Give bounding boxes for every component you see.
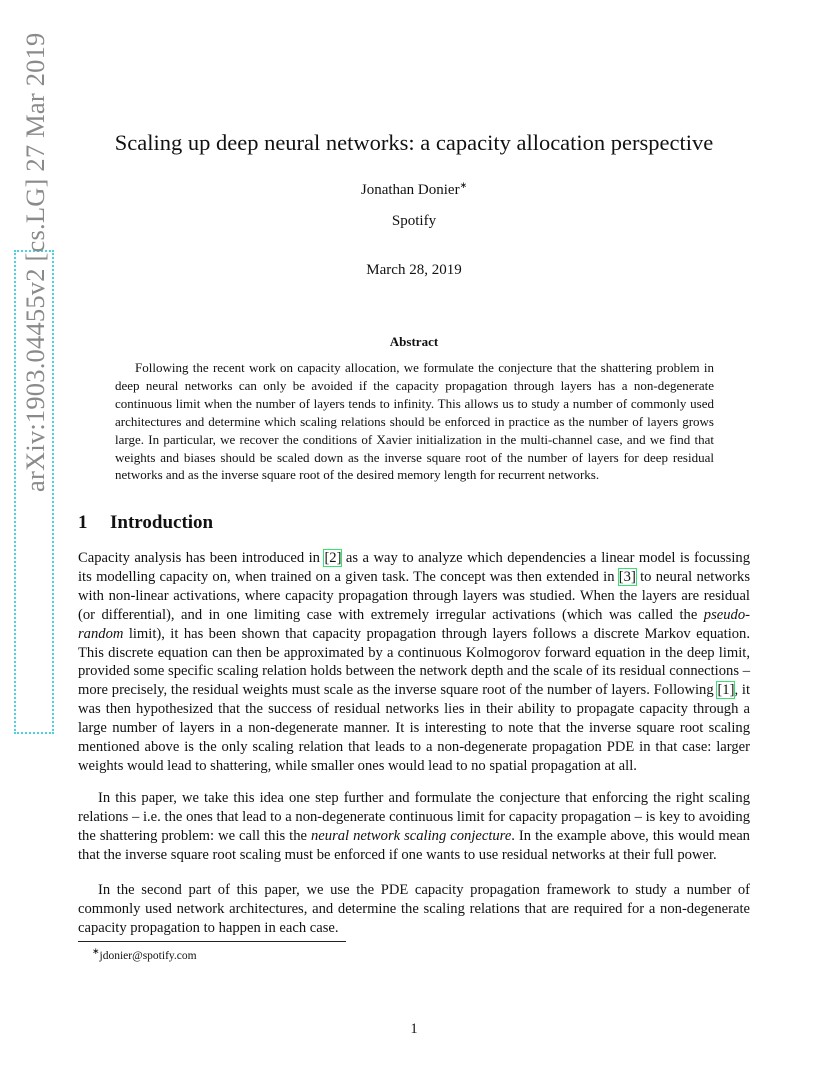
emphasis-pseudo-random: pseudo-random <box>78 606 750 642</box>
abstract-text: Following the recent work on capacity allocation, we formulate the conjecture that the shattering problem in deep neural networks can only be avoided if the capacity propagation through layers has a non-degenerate continuous limit when the number of layers tends to infinity. This allows us to study a number of commonly used architectures and determine which scaling relations should be enforced in practice as the number of layers grows large. In particular, we recover the conditions of Xavier initialization in the multi-channel case, and we find that weights and biases should be scaled down as the inverse square root of the number of layers for deep residual networks and as the inverse square root of the desired memory length for recurrent networks. <box>115 360 714 483</box>
section-heading-introduction <box>78 512 213 534</box>
intro-paragraph-1 <box>78 549 750 776</box>
text-run: limit), it has been shown that capacity propagation through layers follows a discrete Markov equation. This discrete equation can then be approximated by a continuous Kolmogorov forward equation in the deep limit, provided some specific scaling relation holds between the network depth and the scale of its residual connections – more precisely, the residual weights must scale as the inverse square root of the number of layers. Following <box>78 625 750 699</box>
citation-link-1[interactable]: [1] <box>717 682 735 699</box>
abstract-heading: Abstract <box>389 334 439 349</box>
paper-date: March 28, 2019 <box>366 262 462 278</box>
footnote-mark: ∗ <box>92 946 100 956</box>
page-number: 1 <box>410 1021 418 1037</box>
citation-link-2[interactable]: [2] <box>324 550 342 566</box>
section-number: 1 <box>78 512 88 533</box>
arxiv-identifier: arXiv:1903.04455v2 [cs.LG] 27 Mar 2019 <box>20 32 50 492</box>
intro-paragraph-2 <box>78 789 750 865</box>
emphasis-scaling-conjecture: neural network scaling conjecture <box>311 827 512 844</box>
text-run: In this paper, we take this idea one step further and formulate the conjecture that enforcing the right scaling relations – i.e. the ones that lead to a non-degenerate continuous limit for capacity propagation – is key to avoiding the shattering problem: we call this the <box>78 790 750 844</box>
footnote <box>92 946 197 962</box>
text-run: . In the example above, this would mean that the inverse square root scaling must be enforced if one wants to use residual networks at their full power. <box>78 827 750 863</box>
author-line <box>78 180 750 199</box>
paper-title: Scaling up deep neural networks: a capacity allocation perspective <box>114 130 714 155</box>
footnote-email: jdonier@spotify.com <box>99 949 197 962</box>
citation-link-3[interactable]: [3] <box>618 568 636 585</box>
text-run: to neural networks with non-linear activations, where capacity propagation through layers was studied. When the layers are residual (or differential), and in one limiting case with extremely irregular activations (which was called the <box>78 568 750 623</box>
text-run: Capacity analysis has been introduced in <box>78 550 325 566</box>
author-footnote-mark: ∗ <box>459 180 468 190</box>
author-affiliation: Spotify <box>391 213 437 229</box>
intro-paragraph-3: In the second part of this paper, we use the PDE capacity propagation framework to study a number of commonly used network architectures, and determine the scaling relations that are required for a non-degenerate capacity propagation to happen in each case. <box>78 882 750 936</box>
author-name: Jonathan Donier <box>360 182 460 198</box>
footnote-divider <box>78 941 346 942</box>
section-title: Introduction <box>110 512 214 533</box>
text-run: , it was then hypothesized that the success of residual networks lies in their ability to propagate capacity through a large number of layers in a non-degenerate manner. It is interesting to note that the inverse square root scaling mentioned above is the only scaling relation that leads to a non-degenerate propagation PDE in that case: larger weights would lead to shattering, while smaller ones would lead to no spatial propagation at all. <box>78 682 751 774</box>
text-run: as a way to analyze which dependencies a linear model is focussing its modelling capacity on, when trained on a given task. The concept was then extended in <box>78 550 750 585</box>
